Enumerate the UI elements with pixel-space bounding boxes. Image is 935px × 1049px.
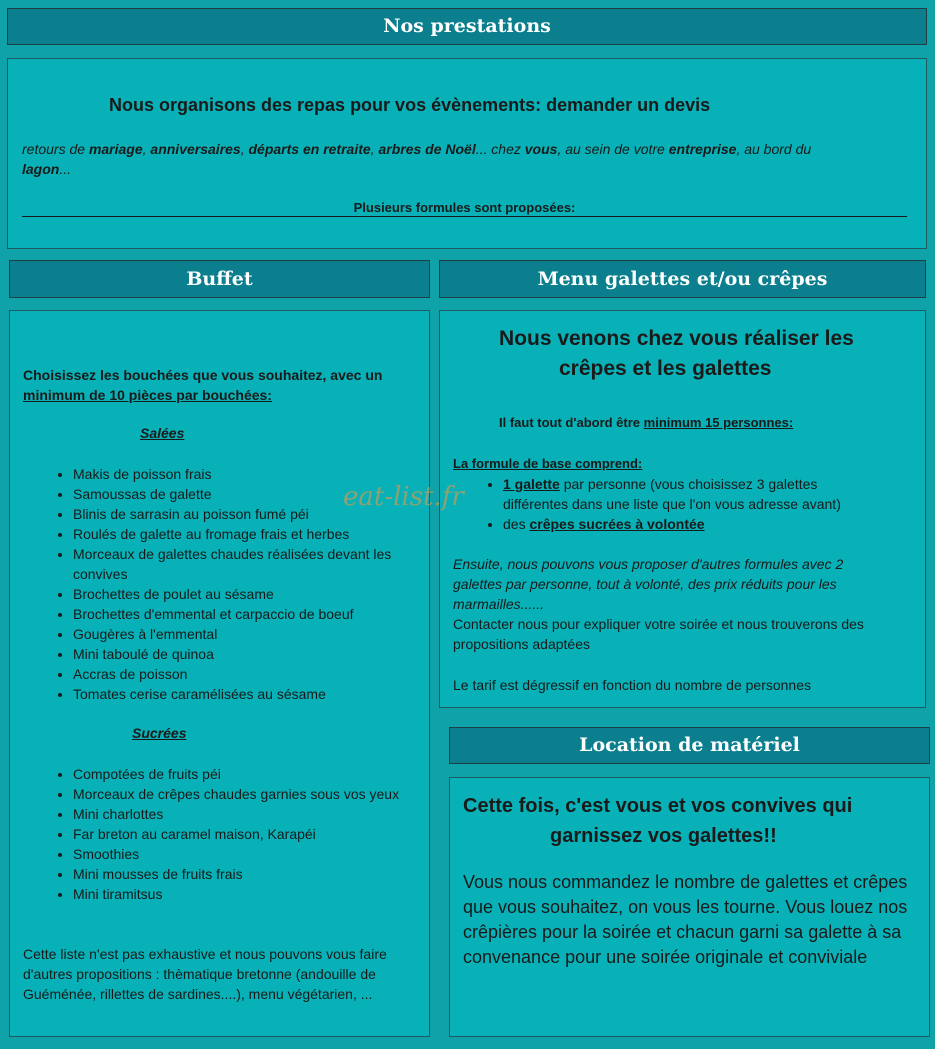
- location-heading: Cette fois, c'est vous et vos convives qui garnissez vos galettes!!: [463, 795, 853, 847]
- list-item: • Samoussas de galette: [73, 484, 418, 504]
- list-item: • 1 galette par personne (vous choisissez 3 galettes différentes dans une liste que l'on vous adresse avant): [503, 474, 873, 514]
- menu-heading: Nous venons chez vous réaliser les crêpes et les galettes: [499, 327, 854, 380]
- list-item: • Mini tiramitsus: [73, 884, 418, 904]
- intro-heading: Nous organisons des repas pour vos évènements: demander un devis: [109, 95, 711, 115]
- header-menu-label: Menu galettes et/ou crêpes: [537, 268, 828, 290]
- list-item: • Mini charlottes: [73, 804, 418, 824]
- header-prestations-label: Nos prestations: [383, 15, 551, 37]
- list-item: • Morceaux de crêpes chaudes garnies sous vos yeux: [73, 784, 418, 804]
- buffet-box: [9, 310, 430, 1037]
- list-item: • Tomates cerise caramélisées au sésame: [73, 684, 418, 704]
- list-item: • Brochettes de poulet au sésame: [73, 584, 418, 604]
- header-location-label: Location de matériel: [579, 734, 800, 756]
- header-prestations: [7, 8, 927, 45]
- list-item: • Accras de poisson: [73, 664, 418, 684]
- header-menu: [439, 260, 926, 298]
- header-location: [449, 727, 930, 764]
- base-formula-list: [503, 474, 873, 534]
- menu-box: [439, 310, 926, 708]
- sucrees-list: [73, 764, 418, 904]
- menu-ensuite: Ensuite, nous pouvons vous proposer d'autres formules avec 2 galettes par personne, tout à volonté, des prix réduits pour les marmailles......: [453, 556, 844, 612]
- buffet-intro: Choisissez les bouchées que vous souhaitez, avec un minimum de 10 pièces par bouchées:: [23, 367, 383, 403]
- menu-contact: Contacter nous pour expliquer votre soirée et nous trouverons des propositions adaptées: [453, 616, 864, 652]
- salees-title: Salées: [140, 425, 185, 441]
- sucrees-title: Sucrées: [132, 725, 187, 741]
- header-buffet: [9, 260, 430, 298]
- list-item: • Smoothies: [73, 844, 418, 864]
- list-item: • Morceaux de galettes chaudes réalisées devant les convives: [73, 544, 418, 584]
- list-item: • Far breton au caramel maison, Karapéi: [73, 824, 418, 844]
- menu-minimum: Il faut tout d'abord être minimum 15 personnes:: [499, 415, 794, 430]
- list-item: • Gougères à l'emmental: [73, 624, 418, 644]
- buffet-footer: Cette liste n'est pas exhaustive et nous pouvons vous faire d'autres propositions : thèmatique bretonne (andouille de Guéménée, rillettes de sardines....), menu végétarien, ...: [23, 946, 387, 1002]
- list-item: • Mini taboulé de quinoa: [73, 644, 418, 664]
- location-box: [449, 777, 930, 1037]
- list-item: • Mini mousses de fruits frais: [73, 864, 418, 884]
- location-body: Vous nous commandez le nombre de galettes et crêpes que vous souhaitez, on vous les tourne. Vous louez nos crêpières pour la soirée et chacun garni sa galette à sa convenance pour une soirée originale et conviviale: [463, 872, 908, 967]
- base-formula-title: La formule de base comprend:: [453, 456, 643, 471]
- watermark: eat-list.fr: [343, 482, 464, 512]
- list-item: • Roulés de galette au fromage frais et herbes: [73, 524, 418, 544]
- list-item: • Brochettes d'emmental et carpaccio de boeuf: [73, 604, 418, 624]
- list-item: • Compotées de fruits péi: [73, 764, 418, 784]
- header-buffet-label: Buffet: [186, 268, 253, 290]
- list-item: • des crêpes sucrées à volontée: [503, 514, 873, 534]
- formules-text: Plusieurs formules sont proposées:: [22, 200, 907, 217]
- list-item: • Blinis de sarrasin au poisson fumé péi: [73, 504, 418, 524]
- menu-tarif: Le tarif est dégressif en fonction du nombre de personnes: [453, 677, 811, 693]
- intro-paragraph: retours de mariage, anniversaires, départs en retraite, arbres de Noël... chez vous, au sein de votre entreprise, au bord du lagon...: [22, 141, 812, 177]
- list-item: • Makis de poisson frais: [73, 464, 418, 484]
- intro-box: [7, 58, 927, 249]
